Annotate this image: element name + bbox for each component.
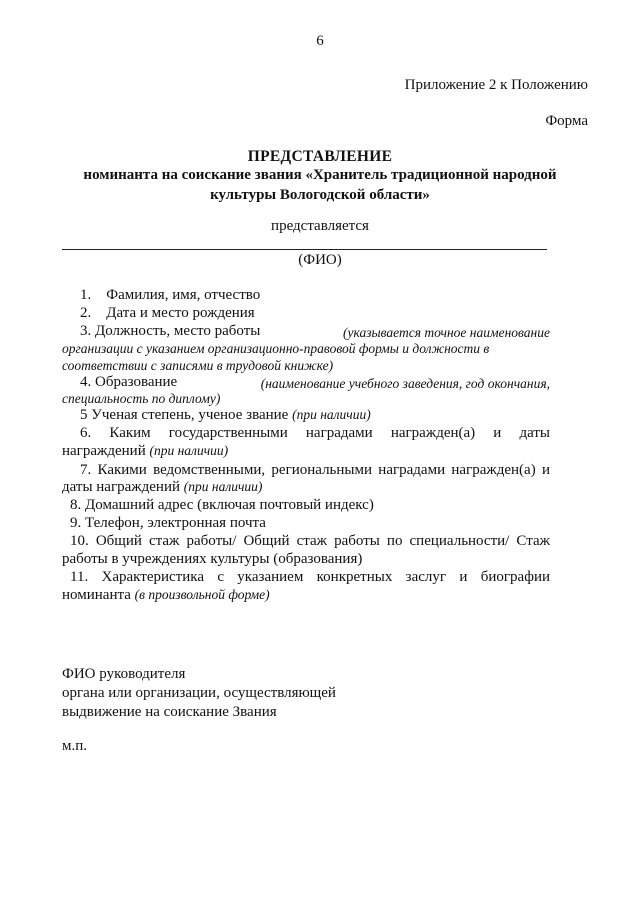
list-item-4-text: 4. Образование [80, 374, 178, 390]
list-item-3-text: 3. Должность, место работы [80, 323, 261, 339]
fio-fill-line [62, 249, 547, 250]
list-item-11-line1: 11. Характеристика с указанием конкретных заслуг и биографии [70, 569, 550, 585]
signature-line-2: органа или организации, осуществляющей [62, 685, 336, 701]
list-item-1: 1. Фамилия, имя, отчество [80, 287, 261, 303]
list-item-5-text: 5 Ученая степень, ученое звание [80, 407, 289, 423]
appendix-reference: Приложение 2 к Положению [404, 77, 588, 93]
document-subtitle-line1: номинанта на соискание звания «Хранитель традиционной народной [83, 167, 557, 183]
list-item-6-text2: награждений [62, 443, 146, 459]
list-item-2: 2. Дата и место рождения [80, 305, 255, 321]
document-subtitle-line2: культуры Вологодской области» [210, 187, 430, 203]
signature-line-1: ФИО руководителя [62, 666, 186, 682]
list-item-4-note-2: специальность по диплому) [62, 391, 221, 406]
list-item-9: 9. Телефон, электронная почта [70, 515, 266, 531]
list-item-11-note: (в произвольной форме) [134, 587, 270, 602]
list-item-11-text2: номинанта [62, 587, 131, 603]
list-item-7-line2 [62, 479, 550, 496]
list-item-5 [62, 407, 568, 424]
list-item-7-note: (при наличии) [183, 479, 263, 494]
presented-label: представляется [271, 218, 369, 234]
list-item-10-line2: работы в учреждениях культуры (образования) [62, 551, 363, 567]
list-item-6-line2 [62, 443, 550, 460]
list-item-3-note-1: (указывается точное наименование [343, 325, 550, 340]
list-item-3-note-3: соответствии с записями в трудовой книжке) [62, 358, 334, 373]
list-item-7-line1: 7. Какими ведомственными, региональными наградами награжден(а) и [80, 462, 550, 478]
signature-line-3: выдвижение на соискание Звания [62, 704, 277, 720]
list-item-6-line1: 6. Каким государственными наградами награжден(а) и даты [80, 425, 550, 441]
list-item-7-text2: даты награждений [62, 479, 181, 495]
list-item-3 [62, 323, 550, 343]
list-item-3-note-2: организации с указанием организационно-правовой формы и должности в [62, 341, 490, 356]
list-item-4-note-1: (наименование учебного заведения, год окончания, [260, 376, 550, 391]
list-item-6-note: (при наличии) [149, 443, 229, 458]
list-item-8: 8. Домашний адрес (включая почтовый индекс) [70, 497, 374, 513]
form-label: Форма [545, 113, 588, 129]
list-item-5-note: (при наличии) [292, 407, 371, 422]
list-item-10-line1: 10. Общий стаж работы/ Общий стаж работы по специальности/ Стаж [70, 533, 550, 549]
list-item-11-line2 [62, 587, 550, 604]
fio-caption: (ФИО) [298, 252, 342, 268]
page-number: 6 [316, 33, 324, 49]
document-title: ПРЕДСТАВЛЕНИЕ [247, 148, 393, 165]
stamp-placeholder: м.п. [62, 738, 88, 754]
